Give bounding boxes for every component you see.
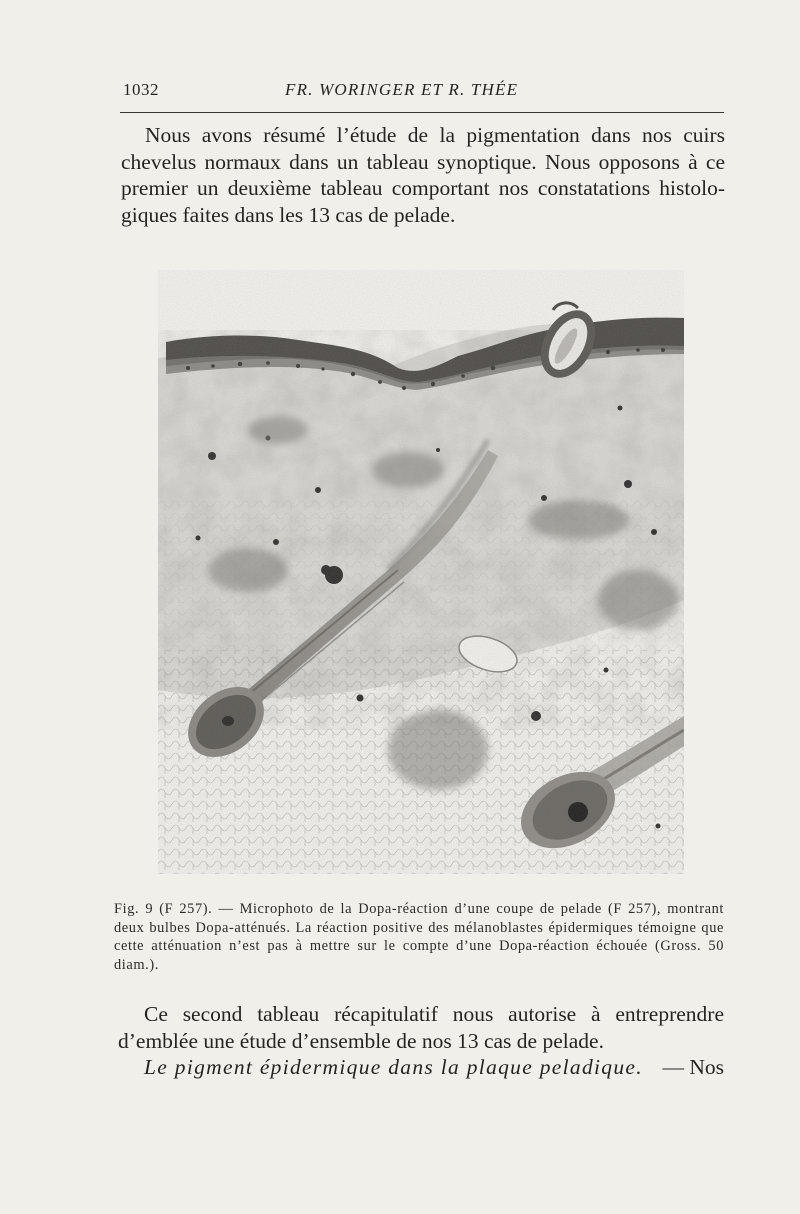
- body-paragraph-bottom: Ce second tableau récapitulatif nous autorise à entreprendre d’emblée une étude d’ensemble de nos 13 cas de pelade.: [118, 1002, 724, 1053]
- header-rule: [120, 112, 724, 113]
- microphoto-image: [158, 270, 684, 874]
- running-head: [120, 78, 724, 104]
- figure-caption: Fig. 9 (F 257). — Microphoto de la Dopa-réaction d’une coupe de pelade (F 257), montrant deux bulbes Dopa-atténués. La réaction positive des mélanoblastes épidermiques témoigne que cette atténuation n’est pas à mettre sur le compte d’une Dopa-réaction échouée (Gross. 50 diam.).: [114, 901, 724, 973]
- running-title: FR. WORINGER ET R. THÉE: [285, 80, 519, 99]
- page-number: 1032: [123, 80, 159, 99]
- section-heading: Le pigment épidermique dans la plaque peladique.: [144, 1055, 643, 1079]
- section-heading-line: [144, 1054, 724, 1081]
- section-heading-continuation: — Nos: [662, 1055, 724, 1079]
- microphoto-figure: [158, 270, 684, 874]
- body-paragraph-top: Nous avons résumé l’étude de la pigmentation dans nos cuirs chevelus normaux dans un tableau synoptique. Nous opposons à ce premier un deuxième tableau comportant nos constatations histolo-giques faites dans les 13 cas de pelade.: [121, 123, 725, 227]
